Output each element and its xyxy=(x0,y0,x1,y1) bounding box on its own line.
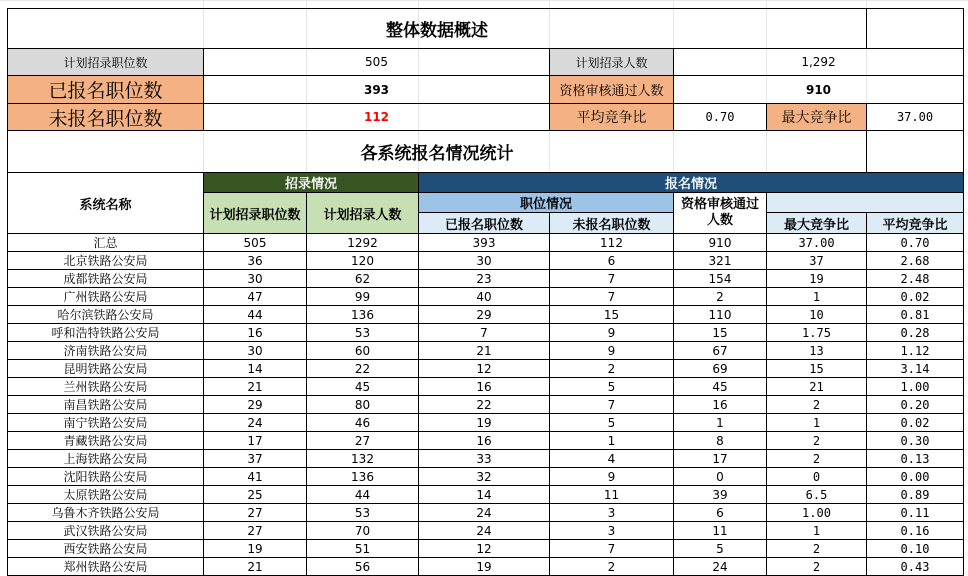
table-row xyxy=(8,450,964,468)
stats-title-cell xyxy=(7,130,867,173)
plan-people-label: 计划招录人数 xyxy=(549,48,674,76)
col-passed-header-text: 资格审核通过人数 xyxy=(680,197,759,228)
plan-positions-cell: 29 xyxy=(204,396,307,414)
stats-table xyxy=(7,233,964,576)
system-name-cell: 上海铁路公安局 xyxy=(8,450,204,468)
plan-people-value: 1,292 xyxy=(673,48,964,76)
plan-people-cell: 56 xyxy=(307,558,419,576)
passed-count-cell: 69 xyxy=(674,360,767,378)
applied-positions-cell: 24 xyxy=(419,522,550,540)
passed-count-cell: 0 xyxy=(674,468,767,486)
plan-people-cell: 120 xyxy=(307,252,419,270)
passed-count-cell: 1 xyxy=(674,414,767,432)
system-name-cell: 郑州铁路公安局 xyxy=(8,558,204,576)
max-ratio-cell: 6.5 xyxy=(767,486,867,504)
system-name-cell: 广州铁路公安局 xyxy=(8,288,204,306)
passed-count-cell: 17 xyxy=(674,450,767,468)
max-ratio-cell: 1.00 xyxy=(767,504,867,522)
system-name-cell: 南昌铁路公安局 xyxy=(8,396,204,414)
system-name-cell: 南宁铁路公安局 xyxy=(8,414,204,432)
max-ratio-label: 最大竞争比 xyxy=(766,103,867,131)
plan-positions-cell: 19 xyxy=(204,540,307,558)
unapplied-positions-value: 112 xyxy=(203,103,550,131)
max-ratio-cell: 10 xyxy=(767,306,867,324)
applied-positions-cell: 24 xyxy=(419,504,550,522)
passed-label: 资格审核通过人数 xyxy=(549,75,674,104)
plan-positions-cell: 30 xyxy=(204,270,307,288)
system-name-cell: 青藏铁路公安局 xyxy=(8,432,204,450)
plan-positions-cell: 24 xyxy=(204,414,307,432)
plan-people-cell: 136 xyxy=(307,468,419,486)
passed-count-cell: 6 xyxy=(674,504,767,522)
passed-count-cell: 15 xyxy=(674,324,767,342)
unapplied-positions-cell: 2 xyxy=(550,558,674,576)
col-plan-people-header: 计划招录人数 xyxy=(306,192,419,234)
passed-count-cell: 11 xyxy=(674,522,767,540)
plan-people-cell: 51 xyxy=(307,540,419,558)
avg-ratio-cell: 0.11 xyxy=(867,504,964,522)
unapplied-positions-cell: 9 xyxy=(550,468,674,486)
plan-people-cell: 70 xyxy=(307,522,419,540)
plan-people-cell: 45 xyxy=(307,378,419,396)
avg-ratio-cell: 0.02 xyxy=(867,414,964,432)
unapplied-positions-label: 未报名职位数 xyxy=(7,103,204,131)
unapplied-positions-cell: 6 xyxy=(550,252,674,270)
max-ratio-cell: 2 xyxy=(767,540,867,558)
table-row xyxy=(8,288,964,306)
passed-count-cell: 110 xyxy=(674,306,767,324)
table-row xyxy=(8,342,964,360)
plan-people-cell: 80 xyxy=(307,396,419,414)
plan-positions-cell: 47 xyxy=(204,288,307,306)
col-applied-header: 已报名职位数 xyxy=(418,212,550,234)
passed-count-cell: 16 xyxy=(674,396,767,414)
applied-positions-cell: 19 xyxy=(419,414,550,432)
plan-positions-label: 计划招录职位数 xyxy=(7,48,204,76)
applied-positions-cell: 19 xyxy=(419,558,550,576)
table-row xyxy=(8,378,964,396)
table-row xyxy=(8,468,964,486)
plan-people-cell: 27 xyxy=(307,432,419,450)
system-name-cell: 成都铁路公安局 xyxy=(8,270,204,288)
unapplied-positions-cell: 7 xyxy=(550,540,674,558)
avg-ratio-cell: 3.14 xyxy=(867,360,964,378)
unapplied-positions-cell: 2 xyxy=(550,360,674,378)
avg-ratio-label: 平均竞争比 xyxy=(549,103,674,131)
max-ratio-cell: 1.75 xyxy=(767,324,867,342)
system-name-header: 系统名称 xyxy=(7,172,204,234)
max-ratio-cell: 2 xyxy=(767,396,867,414)
max-ratio-cell: 1 xyxy=(767,522,867,540)
unapplied-positions-cell: 9 xyxy=(550,342,674,360)
recruit-group-header: 招录情况 xyxy=(203,172,419,193)
applied-positions-cell: 29 xyxy=(419,306,550,324)
system-name-cell: 呼和浩特铁路公安局 xyxy=(8,324,204,342)
table-row xyxy=(8,396,964,414)
max-ratio-cell: 1 xyxy=(767,414,867,432)
plan-people-cell: 136 xyxy=(307,306,419,324)
passed-count-cell: 2 xyxy=(674,288,767,306)
table-row xyxy=(8,558,964,576)
applied-positions-cell: 32 xyxy=(419,468,550,486)
applied-positions-label: 已报名职位数 xyxy=(7,75,204,104)
table-row xyxy=(8,306,964,324)
unapplied-positions-cell: 1 xyxy=(550,432,674,450)
system-name-cell: 济南铁路公安局 xyxy=(8,342,204,360)
plan-people-cell: 22 xyxy=(307,360,419,378)
applied-positions-cell: 16 xyxy=(419,432,550,450)
position-group-header: 职位情况 xyxy=(418,192,674,213)
col-plan-positions-header: 计划招录职位数 xyxy=(203,192,307,234)
summary-row xyxy=(8,234,964,252)
applied-positions-cell: 21 xyxy=(419,342,550,360)
stats-title: 各系统报名情况统计 xyxy=(360,144,514,164)
plan-positions-cell: 36 xyxy=(204,252,307,270)
plan-people-cell: 62 xyxy=(307,270,419,288)
table-row xyxy=(8,486,964,504)
table-row xyxy=(8,360,964,378)
avg-ratio-cell: 0.20 xyxy=(867,396,964,414)
plan-positions-cell: 25 xyxy=(204,486,307,504)
plan-positions-cell: 16 xyxy=(204,324,307,342)
avg-ratio-cell: 0.16 xyxy=(867,522,964,540)
max-ratio-cell: 0 xyxy=(767,468,867,486)
plan-positions-cell: 21 xyxy=(204,378,307,396)
col-max-ratio-header: 最大竞争比 xyxy=(766,212,867,234)
passed-count-cell: 321 xyxy=(674,252,767,270)
unapplied-positions-cell: 11 xyxy=(550,486,674,504)
avg-ratio-cell: 0.30 xyxy=(867,432,964,450)
passed-count-cell: 24 xyxy=(674,558,767,576)
unapplied-positions-cell: 9 xyxy=(550,324,674,342)
system-name-cell: 乌鲁木齐铁路公安局 xyxy=(8,504,204,522)
plan-positions-value: 505 xyxy=(203,48,550,76)
avg-ratio-value: 0.70 xyxy=(673,103,767,131)
max-ratio-cell: 15 xyxy=(767,360,867,378)
avg-ratio-cell: 0.70 xyxy=(867,234,964,252)
table-row xyxy=(8,252,964,270)
avg-ratio-cell: 1.12 xyxy=(867,342,964,360)
table-row xyxy=(8,270,964,288)
unapplied-positions-cell: 7 xyxy=(550,270,674,288)
max-ratio-value: 37.00 xyxy=(866,103,964,131)
unapplied-positions-cell: 7 xyxy=(550,396,674,414)
plan-people-cell: 53 xyxy=(307,504,419,522)
plan-people-cell: 99 xyxy=(307,288,419,306)
plan-positions-cell: 505 xyxy=(204,234,307,252)
avg-ratio-cell: 0.13 xyxy=(867,450,964,468)
plan-positions-cell: 17 xyxy=(204,432,307,450)
applied-positions-cell: 393 xyxy=(419,234,550,252)
applied-positions-cell: 12 xyxy=(419,540,550,558)
applied-positions-cell: 30 xyxy=(419,252,550,270)
max-ratio-cell: 37 xyxy=(767,252,867,270)
unapplied-positions-cell: 112 xyxy=(550,234,674,252)
table-row xyxy=(8,522,964,540)
applied-positions-cell: 14 xyxy=(419,486,550,504)
col-passed-header xyxy=(673,192,767,234)
system-name-cell: 沈阳铁路公安局 xyxy=(8,468,204,486)
unapplied-positions-cell: 7 xyxy=(550,288,674,306)
avg-ratio-cell: 0.00 xyxy=(867,468,964,486)
plan-positions-cell: 21 xyxy=(204,558,307,576)
stats-title-side xyxy=(866,130,964,173)
plan-people-cell: 1292 xyxy=(307,234,419,252)
avg-ratio-cell: 0.89 xyxy=(867,486,964,504)
avg-ratio-cell: 2.48 xyxy=(867,270,964,288)
applied-positions-cell: 33 xyxy=(419,450,550,468)
system-name-cell: 昆明铁路公安局 xyxy=(8,360,204,378)
avg-ratio-cell: 0.43 xyxy=(867,558,964,576)
max-ratio-cell: 19 xyxy=(767,270,867,288)
applied-positions-cell: 16 xyxy=(419,378,550,396)
table-row xyxy=(8,504,964,522)
plan-people-cell: 60 xyxy=(307,342,419,360)
ratio-group-blank xyxy=(766,192,964,213)
plan-people-cell: 53 xyxy=(307,324,419,342)
max-ratio-cell: 13 xyxy=(767,342,867,360)
overview-title-cell xyxy=(7,8,867,49)
max-ratio-cell: 2 xyxy=(767,450,867,468)
applied-positions-cell: 22 xyxy=(419,396,550,414)
passed-count-cell: 5 xyxy=(674,540,767,558)
plan-people-cell: 132 xyxy=(307,450,419,468)
unapplied-positions-cell: 3 xyxy=(550,522,674,540)
col-avg-ratio-header: 平均竞争比 xyxy=(866,212,964,234)
unapplied-positions-cell: 5 xyxy=(550,414,674,432)
table-row xyxy=(8,432,964,450)
plan-positions-cell: 27 xyxy=(204,504,307,522)
table-row xyxy=(8,540,964,558)
applied-positions-cell: 23 xyxy=(419,270,550,288)
system-name-cell: 太原铁路公安局 xyxy=(8,486,204,504)
overview-title-side xyxy=(866,8,964,49)
system-name-cell: 兰州铁路公安局 xyxy=(8,378,204,396)
system-name-cell: 哈尔滨铁路公安局 xyxy=(8,306,204,324)
system-name-cell: 西安铁路公安局 xyxy=(8,540,204,558)
plan-positions-cell: 14 xyxy=(204,360,307,378)
unapplied-positions-cell: 3 xyxy=(550,504,674,522)
passed-count-cell: 8 xyxy=(674,432,767,450)
max-ratio-cell: 37.00 xyxy=(767,234,867,252)
plan-positions-cell: 41 xyxy=(204,468,307,486)
passed-count-cell: 154 xyxy=(674,270,767,288)
avg-ratio-cell: 2.68 xyxy=(867,252,964,270)
max-ratio-cell: 1 xyxy=(767,288,867,306)
max-ratio-cell: 2 xyxy=(767,432,867,450)
overview-title: 整体数据概述 xyxy=(386,21,488,41)
plan-people-cell: 46 xyxy=(307,414,419,432)
avg-ratio-cell: 0.10 xyxy=(867,540,964,558)
passed-count-cell: 910 xyxy=(674,234,767,252)
plan-people-cell: 44 xyxy=(307,486,419,504)
table-row xyxy=(8,324,964,342)
passed-value: 910 xyxy=(673,75,964,104)
avg-ratio-cell: 1.00 xyxy=(867,378,964,396)
unapplied-positions-cell: 15 xyxy=(550,306,674,324)
system-name-cell: 汇总 xyxy=(8,234,204,252)
plan-positions-cell: 30 xyxy=(204,342,307,360)
passed-count-cell: 45 xyxy=(674,378,767,396)
applied-positions-cell: 12 xyxy=(419,360,550,378)
plan-positions-cell: 44 xyxy=(204,306,307,324)
passed-count-cell: 67 xyxy=(674,342,767,360)
max-ratio-cell: 21 xyxy=(767,378,867,396)
applied-positions-cell: 40 xyxy=(419,288,550,306)
unapplied-positions-cell: 4 xyxy=(550,450,674,468)
system-name-cell: 武汉铁路公安局 xyxy=(8,522,204,540)
max-ratio-cell: 2 xyxy=(767,558,867,576)
system-name-cell: 北京铁路公安局 xyxy=(8,252,204,270)
applied-positions-cell: 7 xyxy=(419,324,550,342)
avg-ratio-cell: 0.28 xyxy=(867,324,964,342)
avg-ratio-cell: 0.02 xyxy=(867,288,964,306)
passed-count-cell: 39 xyxy=(674,486,767,504)
table-row xyxy=(8,414,964,432)
applied-positions-value: 393 xyxy=(203,75,550,104)
col-unapplied-header: 未报名职位数 xyxy=(549,212,674,234)
unapplied-positions-cell: 5 xyxy=(550,378,674,396)
avg-ratio-cell: 0.81 xyxy=(867,306,964,324)
plan-positions-cell: 27 xyxy=(204,522,307,540)
signup-group-header: 报名情况 xyxy=(418,172,964,193)
plan-positions-cell: 37 xyxy=(204,450,307,468)
